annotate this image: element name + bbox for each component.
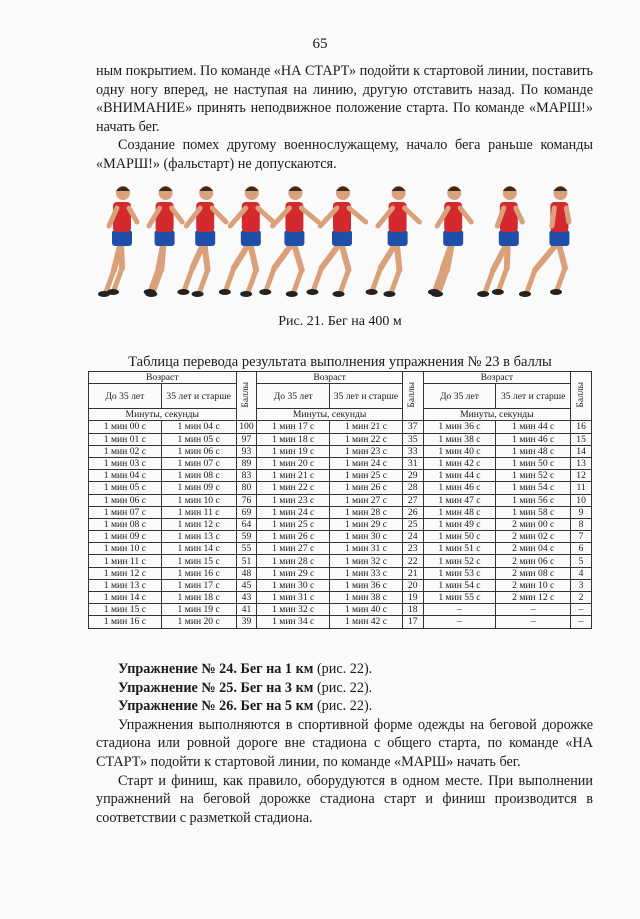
time-cell: 1 мин 28 с: [257, 555, 330, 567]
time-cell: 1 мин 42 с: [330, 616, 403, 628]
time-cell: 1 мин 48 с: [496, 445, 571, 457]
time-cell: 1 мин 05 с: [89, 482, 162, 494]
time-cell: 1 мин 42 с: [423, 457, 496, 469]
time-cell: 1 мин 17 с: [161, 579, 236, 591]
points-cell: 45: [236, 579, 257, 591]
points-cell: 12: [571, 470, 592, 482]
time-cell: 1 мин 05 с: [161, 433, 236, 445]
points-cell: 97: [236, 433, 257, 445]
time-cell: 1 мин 22 с: [257, 482, 330, 494]
time-cell: 1 мин 40 с: [330, 604, 403, 616]
time-cell: 1 мин 10 с: [161, 494, 236, 506]
header-age: Возраст: [89, 372, 237, 384]
table-row: [89, 616, 592, 628]
table-row: [89, 506, 592, 518]
time-cell: 1 мин 23 с: [330, 445, 403, 457]
paragraph: Упражнения выполняются в спортивной форме одежды на беговой дорожке стадиона или ровной дороге вне стадиона с общего старта, по команде «НА СТАРТ» подойти к стартовой линии, по команде «МАРШ» начать бег.: [96, 716, 593, 770]
points-cell: 19: [402, 592, 423, 604]
time-cell: 1 мин 51 с: [423, 543, 496, 555]
header-over-35: 35 лет и старше: [161, 384, 236, 409]
table-row: [89, 518, 592, 530]
points-cell: 7: [571, 531, 592, 543]
points-cell: 6: [571, 543, 592, 555]
time-cell: 1 мин 06 с: [89, 494, 162, 506]
time-cell: 1 мин 29 с: [257, 567, 330, 579]
time-cell: 1 мин 19 с: [161, 604, 236, 616]
time-cell: 1 мин 00 с: [89, 421, 162, 433]
time-cell: 1 мин 10 с: [89, 543, 162, 555]
time-cell: 2 мин 06 с: [496, 555, 571, 567]
points-cell: 100: [236, 421, 257, 433]
points-cell: 39: [236, 616, 257, 628]
points-cell: 80: [236, 482, 257, 494]
time-cell: 1 мин 26 с: [257, 531, 330, 543]
header-over-35: 35 лет и старше: [330, 384, 403, 409]
table-row: [89, 592, 592, 604]
points-cell: 69: [236, 506, 257, 518]
time-cell: 1 мин 40 с: [423, 445, 496, 457]
header-under-35: До 35 лет: [89, 384, 162, 409]
time-cell: 2 мин 10 с: [496, 579, 571, 591]
time-cell: 2 мин 08 с: [496, 567, 571, 579]
paragraph: ным покрытием. По команде «НА СТАРТ» подойти к стартовой линии, поставить одну ногу вперед, не наступая на линию, другую отставить назад. По команде «ВНИМАНИЕ» принять неподвижное положение старта. По команде «МАРШ!» начать бег.: [96, 63, 593, 135]
time-cell: 1 мин 55 с: [423, 592, 496, 604]
time-cell: 1 мин 38 с: [330, 592, 403, 604]
points-cell: 23: [402, 543, 423, 555]
runner-figure: [259, 186, 318, 297]
runner-figure: [366, 186, 420, 297]
points-cell: –: [571, 604, 592, 616]
time-cell: 1 мин 01 с: [89, 433, 162, 445]
time-cell: 1 мин 33 с: [330, 567, 403, 579]
header-points: Баллы: [571, 372, 592, 421]
time-cell: 2 мин 02 с: [496, 531, 571, 543]
points-cell: 24: [402, 531, 423, 543]
paragraph: Создание помех другому военнослужащему, начало бега раньше команды «МАРШ!» (фальстарт) не допускаются.: [96, 137, 593, 172]
time-cell: 2 мин 12 с: [496, 592, 571, 604]
header-over-35: 35 лет и старше: [496, 384, 571, 409]
paragraph: Старт и финиш, как правило, оборудуются в одном месте. При выполнении упражнений на беговой дорожке стадиона старт и финиш производится в соответствии с разметкой стадиона.: [96, 772, 593, 826]
header-units: Минуты, секунды: [89, 409, 237, 421]
time-cell: 1 мин 44 с: [496, 421, 571, 433]
time-cell: 1 мин 18 с: [161, 592, 236, 604]
time-cell: 1 мин 09 с: [161, 482, 236, 494]
time-cell: 1 мин 46 с: [496, 433, 571, 445]
points-cell: 31: [402, 457, 423, 469]
time-cell: 1 мин 07 с: [161, 457, 236, 469]
time-cell: 1 мин 47 с: [423, 494, 496, 506]
time-cell: 1 мин 44 с: [423, 470, 496, 482]
time-cell: 1 мин 58 с: [496, 506, 571, 518]
time-cell: 1 мин 15 с: [161, 555, 236, 567]
runner-sequence-figure: [92, 180, 592, 310]
time-cell: 1 мин 31 с: [330, 543, 403, 555]
time-cell: 1 мин 09 с: [89, 531, 162, 543]
time-cell: 1 мин 28 с: [330, 506, 403, 518]
time-cell: 1 мин 18 с: [257, 433, 330, 445]
points-cell: 2: [571, 592, 592, 604]
time-cell: 1 мин 13 с: [89, 579, 162, 591]
time-cell: 1 мин 14 с: [89, 592, 162, 604]
points-cell: 48: [236, 567, 257, 579]
time-cell: –: [496, 604, 571, 616]
time-cell: 1 мин 11 с: [161, 506, 236, 518]
time-cell: 1 мин 54 с: [496, 482, 571, 494]
runner-figure: [144, 186, 183, 297]
time-cell: 1 мин 21 с: [257, 470, 330, 482]
points-cell: 17: [402, 616, 423, 628]
header-points: Баллы: [402, 372, 423, 421]
table-row: [89, 579, 592, 591]
time-cell: 1 мин 32 с: [257, 604, 330, 616]
table-row: [89, 457, 592, 469]
runner-figure: [477, 186, 522, 297]
points-cell: 4: [571, 567, 592, 579]
time-cell: 1 мин 23 с: [257, 494, 330, 506]
time-cell: 1 мин 38 с: [423, 433, 496, 445]
header-under-35: До 35 лет: [257, 384, 330, 409]
table-row: [89, 531, 592, 543]
points-cell: 13: [571, 457, 592, 469]
points-cell: 64: [236, 518, 257, 530]
time-cell: 1 мин 20 с: [257, 457, 330, 469]
points-cell: –: [571, 616, 592, 628]
time-cell: –: [496, 616, 571, 628]
time-cell: 1 мин 17 с: [257, 421, 330, 433]
points-cell: 9: [571, 506, 592, 518]
time-cell: 1 мин 25 с: [257, 518, 330, 530]
time-cell: 1 мин 52 с: [423, 555, 496, 567]
table-row: [89, 494, 592, 506]
header-under-35: До 35 лет: [423, 384, 496, 409]
points-cell: 18: [402, 604, 423, 616]
header-age: Возраст: [257, 372, 402, 384]
time-cell: 1 мин 08 с: [161, 470, 236, 482]
points-cell: 59: [236, 531, 257, 543]
time-cell: 1 мин 30 с: [257, 579, 330, 591]
time-cell: 1 мин 36 с: [423, 421, 496, 433]
points-cell: 22: [402, 555, 423, 567]
page-number: 65: [312, 36, 328, 52]
table-caption: Таблица перевода результата выполнения упражнения № 23 в баллы: [128, 354, 552, 370]
header-units: Минуты, секунды: [257, 409, 402, 421]
points-cell: 37: [402, 421, 423, 433]
intro-text: [96, 62, 593, 174]
table-row: [89, 445, 592, 457]
time-cell: 1 мин 15 с: [89, 604, 162, 616]
time-cell: 1 мин 27 с: [330, 494, 403, 506]
points-cell: 41: [236, 604, 257, 616]
time-cell: 1 мин 53 с: [423, 567, 496, 579]
points-cell: 10: [571, 494, 592, 506]
time-cell: 1 мин 12 с: [89, 567, 162, 579]
time-cell: 1 мин 54 с: [423, 579, 496, 591]
time-cell: 1 мин 08 с: [89, 518, 162, 530]
time-cell: 1 мин 52 с: [496, 470, 571, 482]
time-cell: 1 мин 07 с: [89, 506, 162, 518]
time-cell: 1 мин 06 с: [161, 445, 236, 457]
points-cell: 89: [236, 457, 257, 469]
runner-figure: [219, 186, 274, 297]
points-cell: 15: [571, 433, 592, 445]
points-cell: 16: [571, 421, 592, 433]
runner-figure: [177, 186, 226, 297]
exercise-heading: Упражнение № 25. Бег на 3 км (рис. 22).: [118, 679, 373, 696]
time-cell: 1 мин 32 с: [330, 555, 403, 567]
exercise-heading: Упражнение № 24. Бег на 1 км (рис. 22).: [118, 661, 373, 677]
time-cell: 1 мин 04 с: [89, 470, 162, 482]
header-points: Баллы: [236, 372, 257, 421]
points-cell: 26: [402, 506, 423, 518]
table-row: [89, 567, 592, 579]
table-row: [89, 482, 592, 494]
header-units: Минуты, секунды: [423, 409, 571, 421]
table-row: [89, 421, 592, 433]
points-cell: 27: [402, 494, 423, 506]
time-cell: 1 мин 24 с: [257, 506, 330, 518]
points-cell: 43: [236, 592, 257, 604]
time-cell: 1 мин 16 с: [89, 616, 162, 628]
time-cell: 1 мин 50 с: [496, 457, 571, 469]
time-cell: 1 мин 30 с: [330, 531, 403, 543]
time-cell: 1 мин 24 с: [330, 457, 403, 469]
score-conversion-table: [88, 371, 592, 629]
runner-figure: [519, 186, 569, 297]
points-cell: 3: [571, 579, 592, 591]
time-cell: 2 мин 04 с: [496, 543, 571, 555]
time-cell: 1 мин 14 с: [161, 543, 236, 555]
time-cell: 1 мин 49 с: [423, 518, 496, 530]
time-cell: 1 мин 48 с: [423, 506, 496, 518]
table-row: [89, 555, 592, 567]
table-row: [89, 470, 592, 482]
points-cell: 35: [402, 433, 423, 445]
time-cell: 1 мин 25 с: [330, 470, 403, 482]
points-cell: 51: [236, 555, 257, 567]
points-cell: 93: [236, 445, 257, 457]
table-row: [89, 433, 592, 445]
time-cell: 1 мин 13 с: [161, 531, 236, 543]
time-cell: 1 мин 02 с: [89, 445, 162, 457]
time-cell: 1 мин 16 с: [161, 567, 236, 579]
time-cell: 1 мин 12 с: [161, 518, 236, 530]
time-cell: 1 мин 04 с: [161, 421, 236, 433]
time-cell: 1 мин 27 с: [257, 543, 330, 555]
points-cell: 11: [571, 482, 592, 494]
time-cell: 2 мин 00 с: [496, 518, 571, 530]
time-cell: 1 мин 31 с: [257, 592, 330, 604]
time-cell: 1 мин 36 с: [330, 579, 403, 591]
runner-figure: [428, 186, 471, 297]
points-cell: 25: [402, 518, 423, 530]
runner-figure: [306, 186, 365, 297]
runner-sequence-image: [92, 180, 592, 310]
points-cell: 8: [571, 518, 592, 530]
points-cell: 76: [236, 494, 257, 506]
time-cell: 1 мин 46 с: [423, 482, 496, 494]
time-cell: 1 мин 19 с: [257, 445, 330, 457]
time-cell: –: [423, 616, 496, 628]
time-cell: 1 мин 20 с: [161, 616, 236, 628]
points-cell: 28: [402, 482, 423, 494]
points-cell: 29: [402, 470, 423, 482]
time-cell: 1 мин 22 с: [330, 433, 403, 445]
time-cell: 1 мин 50 с: [423, 531, 496, 543]
time-cell: 1 мин 03 с: [89, 457, 162, 469]
points-cell: 5: [571, 555, 592, 567]
exercise-heading: Упражнение № 26. Бег на 5 км (рис. 22).: [118, 698, 373, 715]
runner-figure: [98, 186, 137, 297]
points-cell: 55: [236, 543, 257, 555]
time-cell: 1 мин 56 с: [496, 494, 571, 506]
time-cell: 1 мин 29 с: [330, 518, 403, 530]
points-cell: 14: [571, 445, 592, 457]
points-cell: 33: [402, 445, 423, 457]
table-row: [89, 604, 592, 616]
time-cell: 1 мин 34 с: [257, 616, 330, 628]
table-body: [89, 421, 592, 628]
time-cell: 1 мин 11 с: [89, 555, 162, 567]
time-cell: 1 мин 21 с: [330, 421, 403, 433]
points-cell: 83: [236, 470, 257, 482]
header-age: Возраст: [423, 372, 571, 384]
points-cell: 21: [402, 567, 423, 579]
time-cell: –: [423, 604, 496, 616]
exercises-text: [96, 660, 593, 827]
figure-caption: Рис. 21. Бег на 400 м: [278, 314, 402, 329]
points-cell: 20: [402, 579, 423, 591]
time-cell: 1 мин 26 с: [330, 482, 403, 494]
table-row: [89, 543, 592, 555]
